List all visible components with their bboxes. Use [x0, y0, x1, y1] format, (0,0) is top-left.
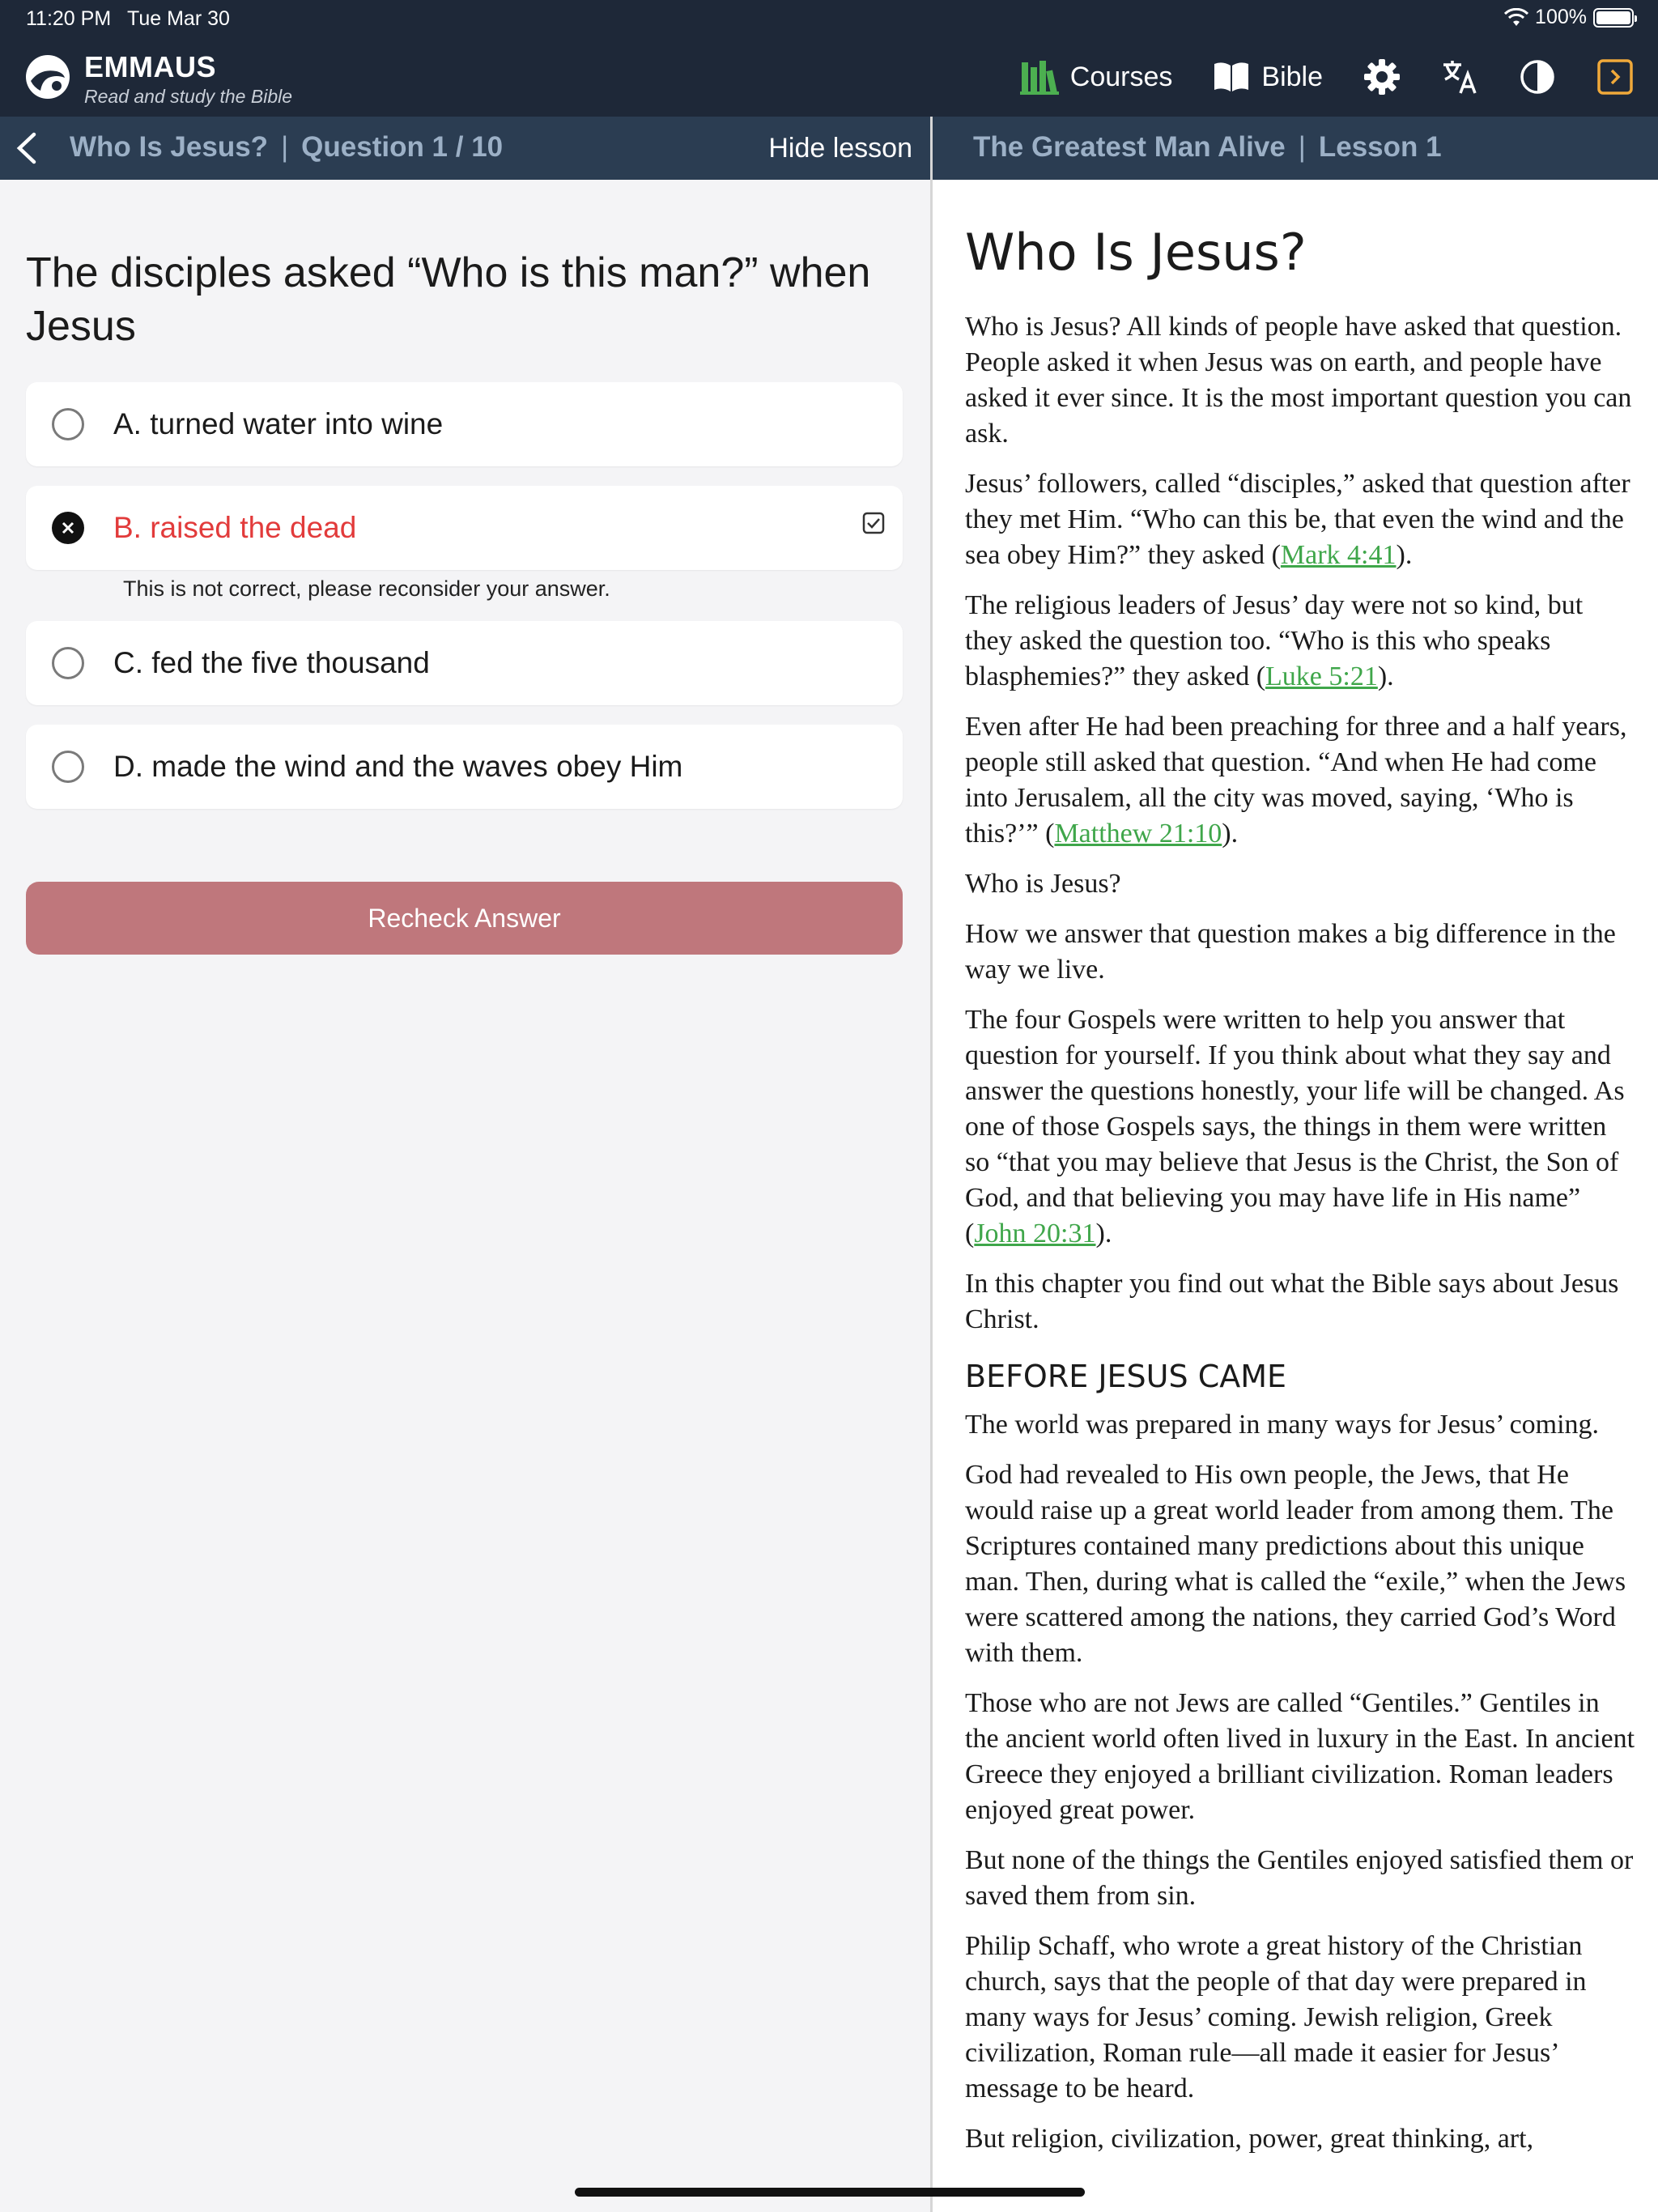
- lesson-paragraph: Those who are not Jews are called “Gentiles.” Gentiles in the ancient world often lived in luxury in the East. In ancient Greece they enjoyed a brilliant civilization. Roman leaders enjoyed great power.: [965, 1688, 1635, 1825]
- lesson-title: Who Is Jesus?: [965, 223, 1307, 282]
- battery-percent: 100%: [1535, 6, 1587, 28]
- quiz-breadcrumb: [70, 131, 503, 164]
- radio-button[interactable]: [52, 408, 84, 440]
- scripture-link[interactable]: Matthew 21:10: [1054, 819, 1222, 849]
- status-time: 11:20 PM: [26, 7, 112, 30]
- sidebar-toggle-button[interactable]: [1596, 58, 1634, 96]
- lesson-paragraph: The four Gospels were written to help you answer that question for yourself. If you think about what they say and answer the questions honestly, your life will be changed. As one of those Gospels says, the things in them were written so “that you may believe that Jesus is the Christ, the Son of God, and that believing you may have life in His name” (John 20:31).: [965, 1005, 1625, 1249]
- translate-icon: [1441, 58, 1478, 96]
- checkbox-checked-icon: [862, 512, 885, 534]
- close-icon: [60, 520, 76, 536]
- lesson-paragraph: How we answer that question makes a big difference in the way we live.: [965, 919, 1616, 985]
- status-bar: [0, 0, 1658, 37]
- lesson-paragraph: Who is Jesus?: [965, 869, 1121, 899]
- lesson-header: [933, 117, 1658, 180]
- home-indicator[interactable]: [575, 2188, 1085, 2197]
- nav-courses-label: Courses: [1069, 61, 1173, 92]
- quiz-panel: [0, 180, 930, 2212]
- radio-button[interactable]: [52, 647, 84, 679]
- answer-label: A. turned water into wine: [113, 407, 444, 440]
- answer-option-d[interactable]: [26, 725, 903, 809]
- battery-icon: [1593, 8, 1634, 28]
- app-name: EMMAUS: [84, 50, 216, 83]
- lesson-course-title: The Greatest Man Alive: [973, 131, 1286, 163]
- lesson-paragraph: But religion, civilization, power, great thinking, art,: [965, 2124, 1534, 2154]
- sidebar-toggle-icon: [1596, 58, 1634, 96]
- lesson-paragraph: Even after He had been preaching for three and a half years, people still asked that question. “And when He had come into Jerusalem, all the city was moved, saying, ‘Who is this?’” (Matthew 21:10).: [965, 712, 1627, 849]
- gear-icon: [1363, 58, 1401, 96]
- status-right: [1504, 6, 1634, 29]
- emmaus-logo-icon: [24, 53, 71, 100]
- app-tagline: Read and study the Bible: [84, 86, 293, 107]
- lesson-paragraph: In this chapter you find out what the Bible says about Jesus Christ.: [965, 1269, 1619, 1334]
- scripture-link[interactable]: Mark 4:41: [1280, 540, 1397, 570]
- settings-button[interactable]: [1363, 58, 1401, 96]
- translate-button[interactable]: [1441, 58, 1478, 96]
- lesson-content: [965, 220, 1637, 2172]
- nav-bible-label: Bible: [1261, 61, 1323, 92]
- question-text: The disciples asked “Who is this man?” when Jesus: [26, 249, 871, 350]
- contrast-icon: [1519, 58, 1556, 96]
- top-nav: [980, 37, 1634, 117]
- answer-feedback: This is not correct, please reconsider your answer.: [123, 576, 610, 601]
- breadcrumb-separator: |: [281, 131, 289, 163]
- lesson-paragraph: The world was prepared in many ways for Jesus’ coming.: [965, 1410, 1600, 1440]
- answer-option-a[interactable]: [26, 382, 903, 466]
- lesson-paragraph: Jesus’ followers, called “disciples,” asked that question after they met Him. “Who can this be, that even the wind and the sea obey Him?” they asked (Mark 4:41).: [965, 469, 1630, 570]
- quiz-course-title: Who Is Jesus?: [70, 131, 269, 163]
- lesson-paragraph: Philip Schaff, who wrote a great history of the Christian church, says that the people of that day were prepared in many ways for Jesus’ coming. Jewish religion, Greek civilization, Roman rule—all made it easier for Jesus’ message to be heard.: [965, 1931, 1587, 2104]
- lesson-number: Lesson 1: [1318, 131, 1442, 163]
- section-heading: BEFORE JESUS CAME: [965, 1359, 1287, 1394]
- back-arrow-icon[interactable]: [11, 131, 44, 165]
- app-header: [0, 37, 1658, 117]
- scripture-link[interactable]: Luke 5:21: [1265, 661, 1378, 691]
- lesson-paragraph: Who is Jesus? All kinds of people have asked that question. People asked it when Jesus was on earth, and people have asked it ever since. It is the most important question you can ask.: [965, 312, 1632, 449]
- lesson-breadcrumb: [973, 131, 1442, 164]
- recheck-answer-button[interactable]: Recheck Answer: [26, 882, 903, 955]
- wifi-icon: [1504, 8, 1528, 28]
- nav-courses[interactable]: [1020, 59, 1173, 95]
- nav-bible[interactable]: [1213, 61, 1323, 93]
- lesson-paragraph: God had revealed to His own people, the Jews, that He would raise up a great world leader from among them. The Scriptures contained many predictions about this unique man. Then, during what is called the “exile,” when the Jews were scattered among the nations, they carried God’s Word with them.: [965, 1460, 1626, 1668]
- answer-label: C. fed the five thousand: [113, 646, 430, 679]
- answer-label: D. made the wind and the waves obey Him: [113, 750, 683, 783]
- hide-lesson-button[interactable]: Hide lesson: [768, 133, 912, 164]
- breadcrumb-separator: |: [1298, 131, 1306, 163]
- radio-button[interactable]: [52, 751, 84, 783]
- status-date: Tue Mar 30: [127, 7, 230, 30]
- scripture-link[interactable]: John 20:31: [974, 1219, 1096, 1249]
- lesson-paragraph: The religious leaders of Jesus’ day were not so kind, but they asked the question too. “Who is this who speaks blasphemies?” they asked (Luke 5:21).: [965, 590, 1584, 691]
- answer-label: B. raised the dead: [113, 511, 357, 544]
- brand: [84, 50, 292, 108]
- answer-option-b[interactable]: [26, 486, 903, 570]
- contrast-button[interactable]: [1519, 58, 1556, 96]
- lesson-panel[interactable]: [933, 180, 1658, 2212]
- quiz-header: [0, 117, 930, 180]
- courses-icon: [1020, 59, 1059, 95]
- bible-icon: [1213, 61, 1250, 93]
- answer-option-c[interactable]: [26, 621, 903, 705]
- radio-button-selected-wrong[interactable]: [52, 512, 84, 544]
- lesson-paragraph: But none of the things the Gentiles enjoyed satisfied them or saved them from sin.: [965, 1845, 1634, 1911]
- question-counter: Question 1 / 10: [301, 131, 504, 163]
